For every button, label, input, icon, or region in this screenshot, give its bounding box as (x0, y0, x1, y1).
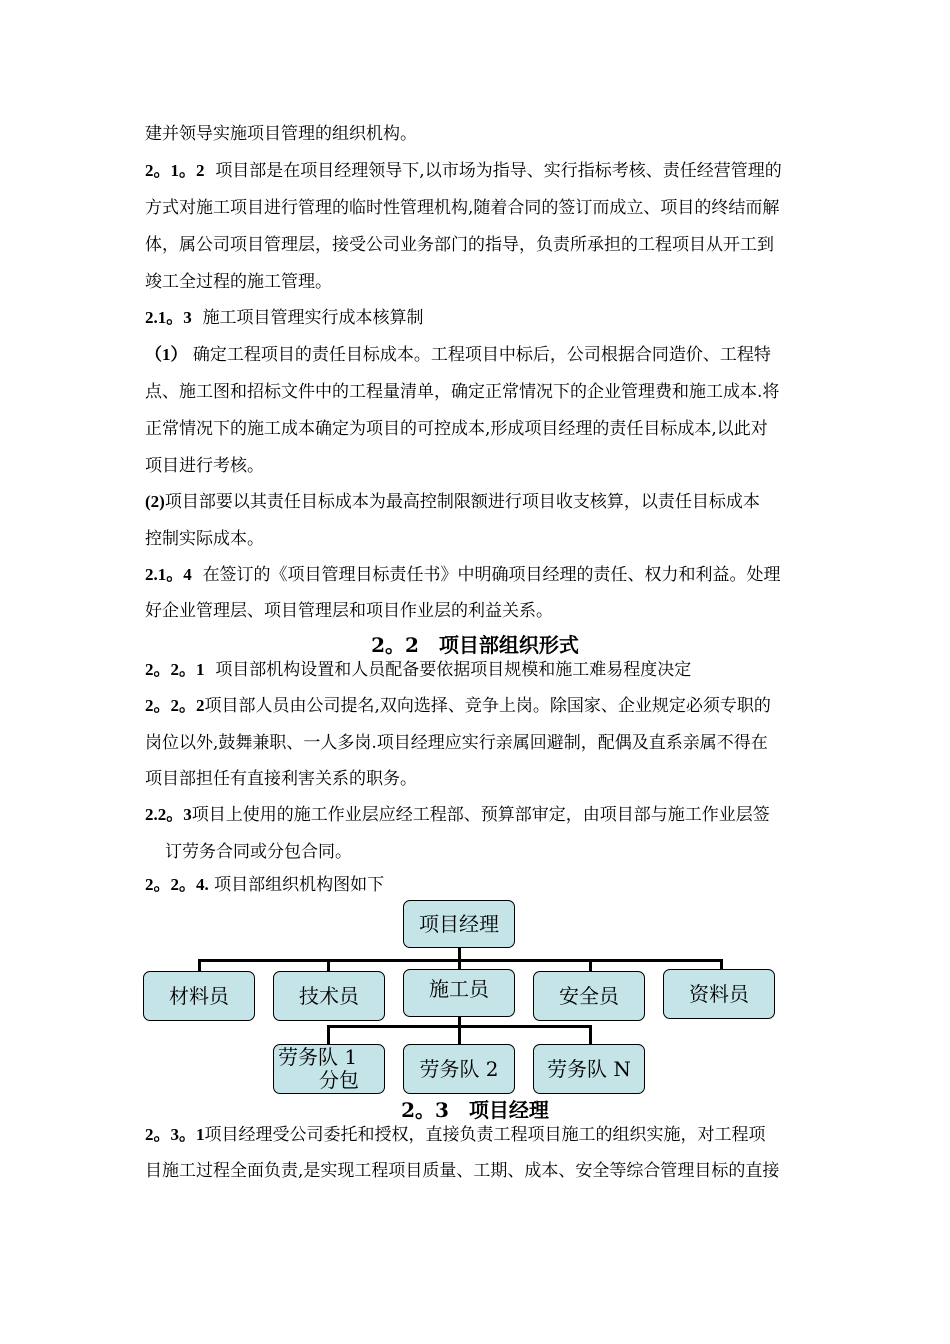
paragraph-line: （1） 确定工程项目的责任目标成本。工程项目中标后，公司根据合同造价、工程特 (145, 345, 771, 365)
connector-line (327, 959, 330, 971)
connector-line (327, 1025, 330, 1045)
org-node-construction: 施工员 (403, 969, 515, 1017)
section-heading-2-2: 2。2 项目部组织形式 (371, 633, 579, 657)
paragraph-line: (2)项目部要以其责任目标成本为最高控制限额进行项目收支核算，以责任目标成本 (145, 492, 760, 512)
org-node-technician: 技术员 (273, 971, 385, 1021)
org-node-labor-team-1 (273, 1044, 385, 1094)
org-node-labor-team-2: 劳务队 2 (403, 1044, 515, 1094)
paragraph-line: 竣工全过程的施工管理。 (145, 272, 332, 292)
paragraph-line: 好企业管理层、项目管理层和项目作业层的利益关系。 (145, 601, 553, 621)
paragraph-line: 2.1。4 在签订的《项目管理目标责任书》中明确项目经理的责任、权力和利益。处理 (145, 565, 781, 585)
org-node-materials: 材料员 (143, 971, 255, 1021)
paragraph-line: 正常情况下的施工成本确定为项目的可控成本,形成项目经理的责任目标成本,以此对 (145, 419, 768, 439)
paragraph-line: 2。1。2 项目部是在项目经理领导下,以市场为指导、实行指标考核、责任经营管理的 (145, 161, 782, 181)
paragraph-line: 2.1。3 施工项目管理实行成本核算制 (145, 308, 424, 328)
section-heading-2-3: 2。3 项目经理 (401, 1098, 549, 1122)
paragraph-line: 方式对施工项目进行管理的临时性管理机构,随着合同的签订而成立、项目的终结而解 (145, 198, 780, 218)
paragraph-line: 点、施工图和招标文件中的工程量清单，确定正常情况下的企业管理费和施工成本.将 (145, 382, 780, 402)
connector-line (458, 1025, 461, 1045)
paragraph-line: 订劳务合同或分包合同。 (165, 842, 352, 862)
connector-line (589, 959, 592, 971)
org-node-documents: 资料员 (663, 969, 775, 1019)
paragraph-line: 项目部担任有直接利害关系的职务。 (145, 769, 417, 789)
connector-line (589, 1025, 592, 1045)
paragraph-line: 2。2。4. 项目部组织机构图如下 (145, 875, 385, 895)
paragraph-line: 岗位以外,鼓舞兼职、一人多岗.项目经理应实行亲属回避制，配偶及直系亲属不得在 (145, 733, 768, 753)
labor-team-1-label: 劳务队 1 (278, 1045, 358, 1069)
paragraph-line: 项目进行考核。 (145, 456, 264, 476)
paragraph-line: 2。2。2项目部人员由公司提名,双向选择、竞争上岗。除国家、企业规定必须专职的 (145, 696, 771, 716)
paragraph-line: 目施工过程全面负责,是实现工程项目质量、工期、成本、安全等综合管理目标的直接 (145, 1161, 780, 1181)
paragraph-line: 2.2。3项目上使用的施工作业层应经工程部、预算部审定，由项目部与施工作业层签 (145, 805, 770, 825)
paragraph-line: 2。3。1项目经理受公司委托和授权，直接负责工程项目施工的组织实施，对工程项 (145, 1125, 766, 1145)
paragraph-line: 建并领导实施项目管理的组织机构。 (145, 124, 417, 144)
connector-line (198, 959, 201, 971)
org-node-project-manager: 项目经理 (403, 900, 515, 948)
org-node-labor-team-n: 劳务队 N (533, 1044, 645, 1094)
org-node-safety: 安全员 (533, 971, 645, 1021)
paragraph-line: 2。2。1 项目部机构设置和人员配备要依据项目规模和施工难易程度决定 (145, 660, 692, 680)
paragraph-line: 控制实际成本。 (145, 529, 264, 549)
labor-team-1-sub: 分包 (319, 1068, 359, 1092)
paragraph-line: 体，属公司项目管理层，接受公司业务部门的指导，负责所承担的工程项目从开工到 (145, 235, 774, 255)
